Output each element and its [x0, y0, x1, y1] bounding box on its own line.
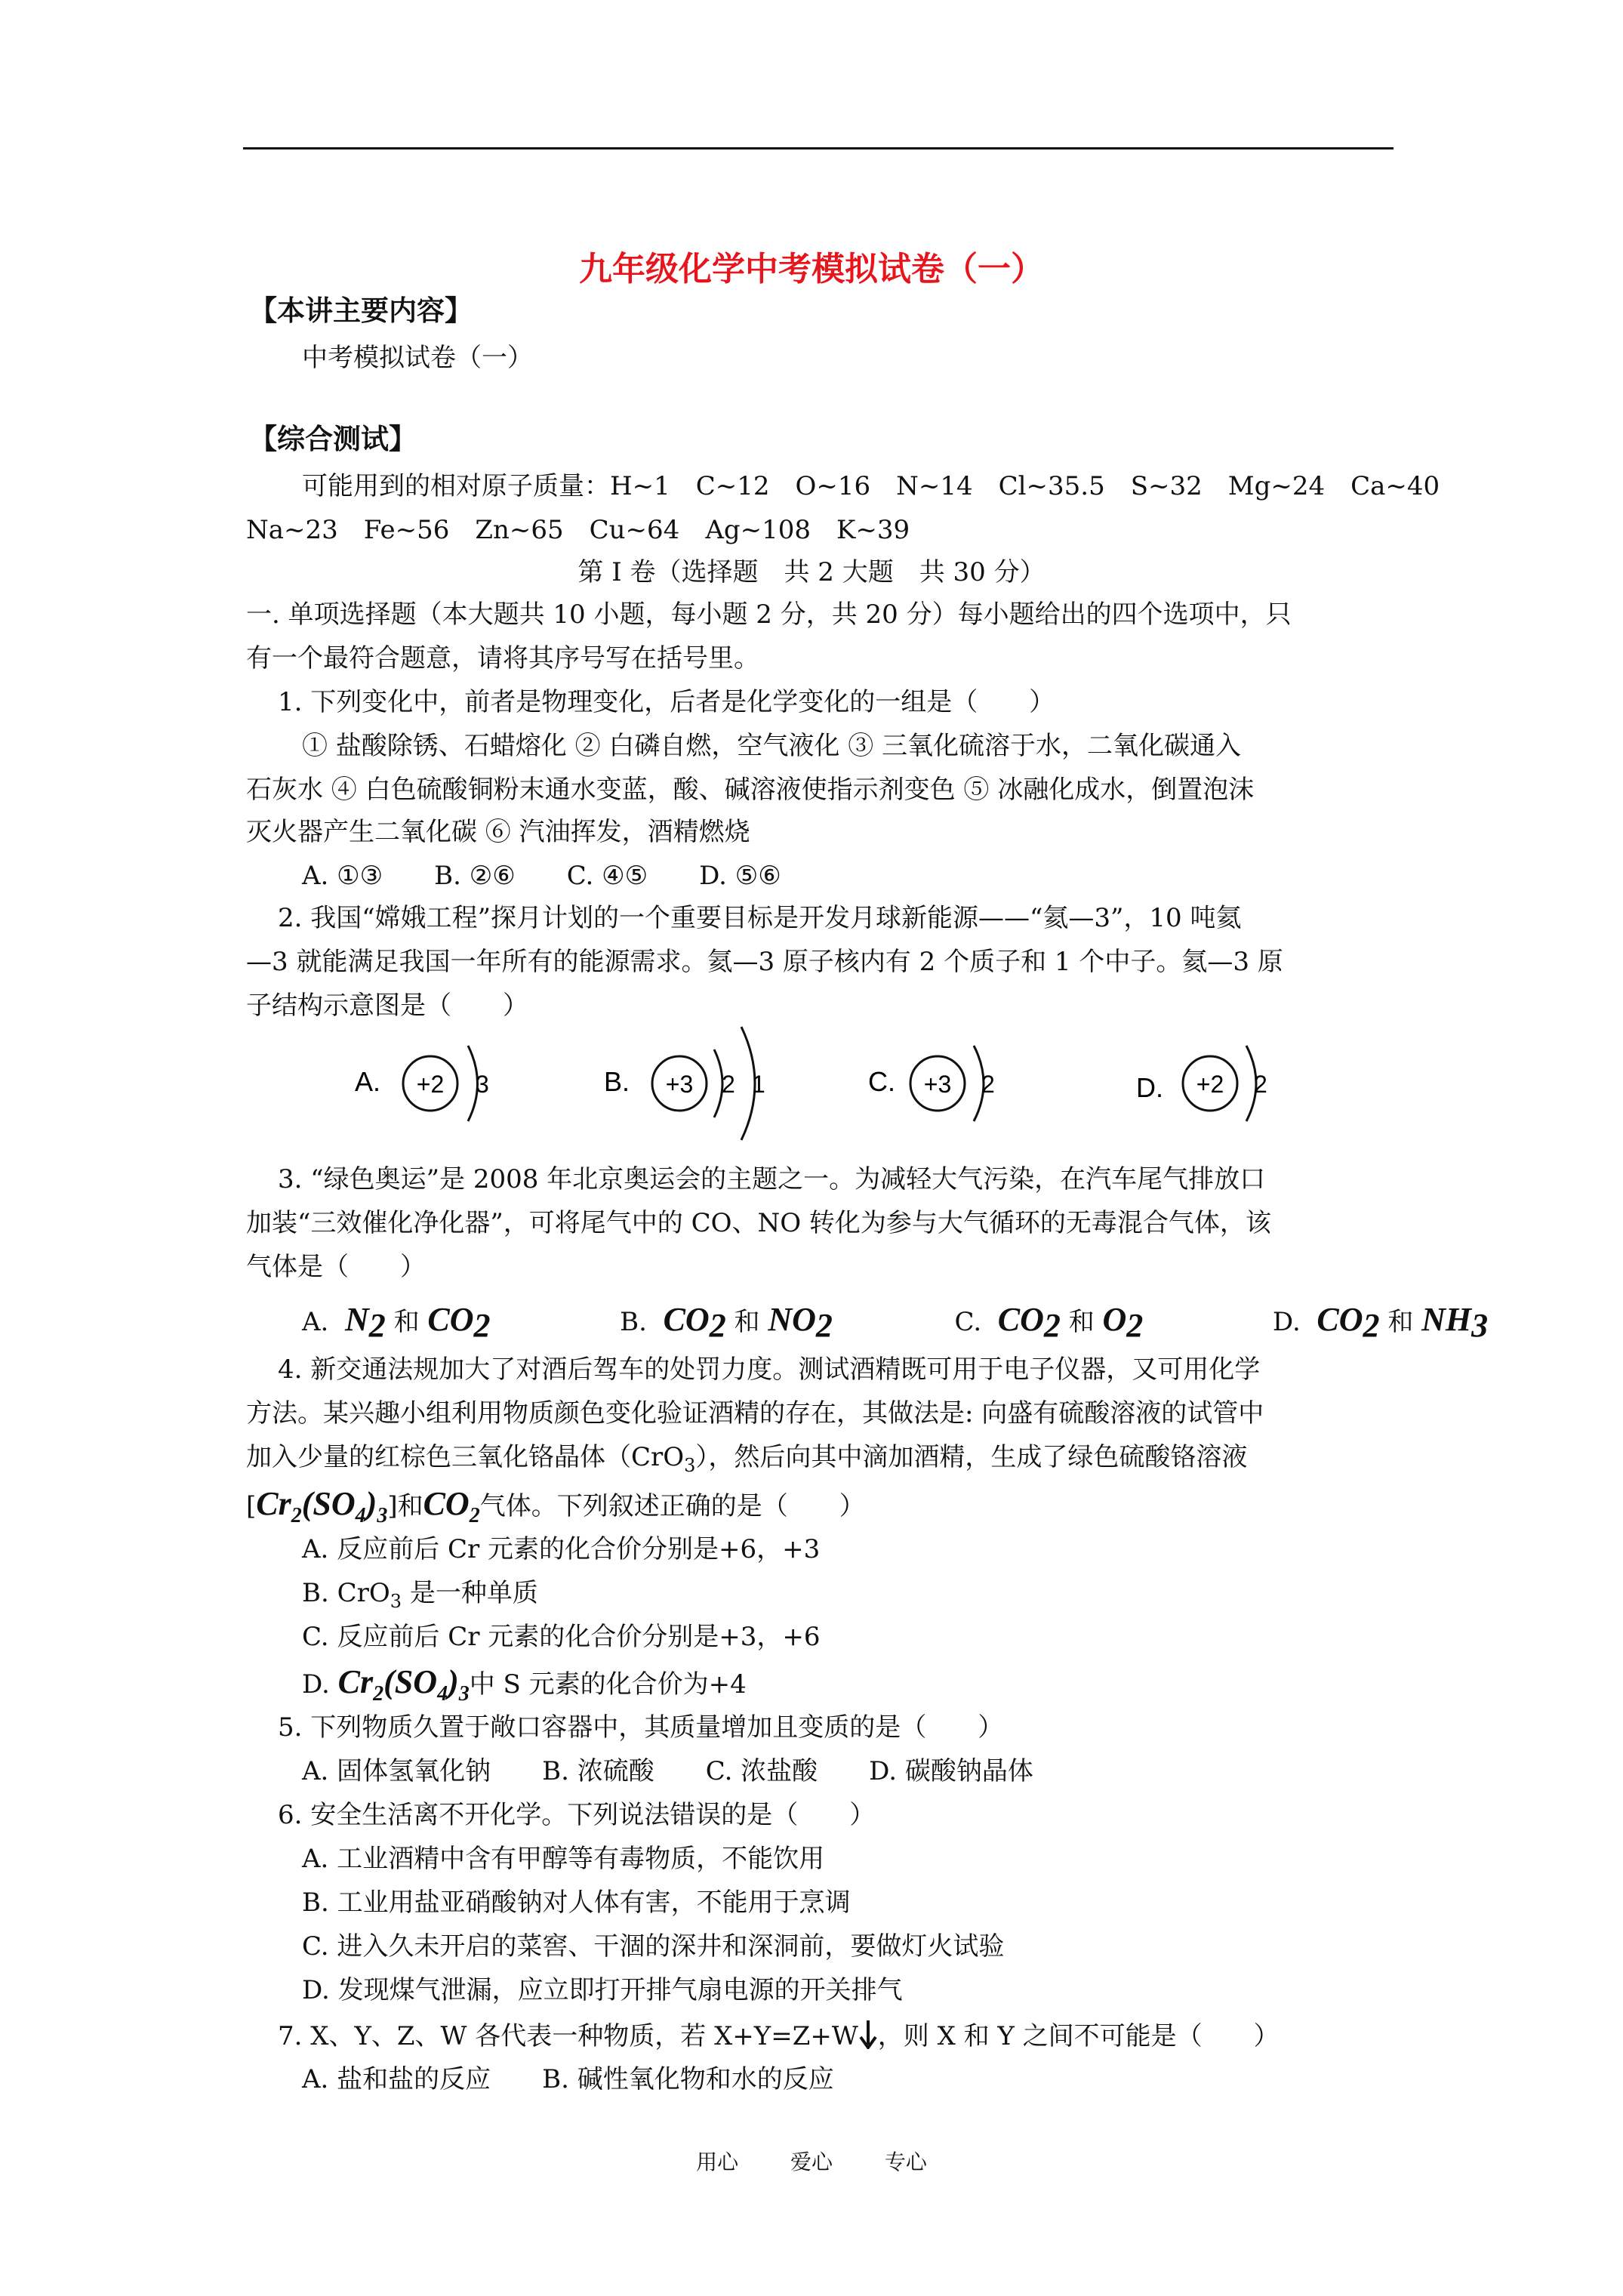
page-footer	[0, 2146, 1623, 2176]
q6-stem: 6. 安全生活离不开化学。下列说法错误的是（ ）	[278, 1800, 876, 1830]
q2-line-1: 2. 我国“嫦娥工程”探月计划的一个重要目标是开发月球新能源——“氦—3”，10 吨氦	[278, 903, 1242, 933]
q4-line-1: 4. 新交通法规加大了对酒后驾车的处罚力度。测试酒精既可用于电子仪器，又可用化学	[278, 1354, 1261, 1385]
q3-line-2: 加装“三效催化净化器”，可将尾气中的 CO、NO 转化为参与大气循环的无毒混合气体，该	[246, 1208, 1271, 1238]
q4-option-c: C. 反应前后 Cr 元素的化合价分别是+3，+6	[302, 1622, 821, 1652]
atom-b-label: B.	[604, 1066, 630, 1097]
q4-option-a: A. 反应前后 Cr 元素的化合价分别是+6，+3	[302, 1534, 821, 1564]
section-heading-test: 【综合测试】	[249, 423, 417, 455]
atom-diagram-d	[1136, 1015, 1317, 1144]
part-title: 第 I 卷（选择题 共 2 大题 共 30 分）	[577, 557, 1046, 587]
q3-option-d: D. $CO_2$ 和 $NH_3$	[1272, 1301, 1489, 1344]
q1-stem: 1. 下列变化中，前者是物理变化，后者是化学变化的一组是（ ）	[278, 687, 1055, 717]
q6-option-b: B. 工业用盐亚硝酸钠对人体有害，不能用于烹调	[302, 1888, 851, 1918]
q7-options: A. 盐和盐的反应 B. 碱性氧化物和水的反应	[302, 2064, 834, 2094]
q4-line-2: 方法。某兴趣小组利用物质颜色变化验证酒精的存在，其做法是: 向盛有硫酸溶液的试管中	[246, 1398, 1264, 1428]
q4-formula-cr2so43: $Cr_2(SO_4)_3$	[256, 1485, 388, 1527]
q1-line-2: 石灰水 ④ 白色硫酸铜粉末通水变蓝，酸、碱溶液使指示剂变色 ⑤ 冰融化成水，倒置泡沫	[246, 775, 1255, 805]
footer-word-1: 用心	[696, 2150, 739, 2174]
atom-c-label: C.	[868, 1066, 895, 1097]
atom-b-shell-2: 1	[752, 1071, 765, 1098]
q3-line-1: 3. “绿色奥运”是 2008 年北京奥运会的主题之一。为减轻大气污染，在汽车尾气排放口	[278, 1164, 1266, 1194]
q3-option-b: B. $CO_2$ 和 $NO_2$	[620, 1301, 833, 1344]
atom-diagram-a	[355, 1015, 536, 1144]
atom-a-nucleus: +2	[416, 1071, 445, 1098]
atomic-masses-line-2: Na~23 Fe~56 Zn~65 Cu~64 Ag~108 K~39	[246, 515, 910, 545]
down-arrow-icon	[858, 2019, 878, 2049]
part1-instruction-1: 一. 单项选择题（本大题共 10 小题，每小题 2 分，共 20 分）每小题给出的四个选项中，只	[246, 599, 1292, 630]
q4-option-b: B. CrO$_3$ 是一种单质	[302, 1578, 538, 1612]
section-heading-main: 【本讲主要内容】	[249, 294, 473, 327]
top-rule	[243, 147, 1394, 149]
q5-stem: 5. 下列物质久置于敞口容器中，其质量增加且变质的是（ ）	[278, 1712, 1004, 1743]
q4-formula-co2: $CO_2$	[423, 1485, 480, 1527]
atom-a-label: A.	[355, 1066, 381, 1097]
q2-line-3: 子结构示意图是（ ）	[246, 991, 528, 1021]
q3-options	[302, 1300, 1488, 1345]
atom-b-nucleus: +3	[665, 1071, 694, 1098]
q6-option-a: A. 工业酒精中含有甲醇等有毒物质，不能饮用	[302, 1844, 825, 1874]
q1-options: A. ①③ B. ②⑥ C. ④⑤ D. ⑤⑥	[302, 861, 781, 891]
atom-a-shell-1: 3	[476, 1071, 489, 1098]
q4-line-4: $[Cr_2(SO_4)_3]$和$CO_2$气体。下列叙述正确的是（ ）	[246, 1485, 865, 1527]
atom-diagram-b	[604, 1015, 808, 1144]
atom-c-shell-1: 2	[981, 1071, 995, 1098]
atom-d-label: D.	[1136, 1072, 1163, 1103]
atom-d-nucleus: +2	[1196, 1071, 1224, 1098]
q1-line-1: ① 盐酸除锈、石蜡熔化 ② 白磷自燃，空气液化 ③ 三氧化硫溶于水，二氧化碳通入	[302, 731, 1242, 761]
q5-options: A. 固体氢氧化钠 B. 浓硫酸 C. 浓盐酸 D. 碳酸钠晶体	[302, 1756, 1033, 1786]
atom-b-shell-1: 2	[722, 1071, 735, 1098]
footer-word-2: 爱心	[790, 2150, 833, 2174]
q6-option-d: D. 发现煤气泄漏，应立即打开排气扇电源的开关排气	[302, 1975, 903, 2005]
footer-word-3: 专心	[884, 2150, 927, 2174]
q7-stem: 7. X、Y、Z、W 各代表一种物质，若 X+Y=Z+W ，则 X 和 Y 之间不可能是（ ）	[278, 2019, 1280, 2053]
q6-option-c: C. 进入久未开启的菜窖、干涸的深井和深洞前，要做灯火试验	[302, 1931, 1005, 1962]
q3-option-a: A. $N_2$ 和 $CO_2$	[302, 1301, 491, 1344]
atom-diagram-c	[868, 1015, 1049, 1144]
q2-line-2: —3 就能满足我国一年所有的能源需求。氦—3 原子核内有 2 个质子和 1 个中子。氦—3 原	[246, 947, 1283, 977]
q4-line-3: 加入少量的红棕色三氧化铬晶体（CrO$_3$），然后向其中滴加酒精，生成了绿色硫酸铬溶液	[246, 1442, 1248, 1476]
q3-option-c: C. $CO_2$ 和 $O_2$	[954, 1301, 1144, 1344]
q1-line-3: 灭火器产生二氧化碳 ⑥ 汽油挥发，酒精燃烧	[246, 817, 750, 847]
q4-option-d-formula: $Cr_2(SO_4)_3$	[337, 1663, 470, 1706]
main-item: 中考模拟试卷（一）	[302, 343, 533, 373]
part1-instruction-2: 有一个最符合题意，请将其序号写在括号里。	[246, 643, 759, 673]
q3-line-3: 气体是（ ）	[246, 1252, 426, 1282]
atom-c-nucleus: +3	[923, 1071, 952, 1098]
atomic-masses-line-1: 可能用到的相对原子质量：H~1 C~12 O~16 N~14 Cl~35.5 S~32 Mg~24 Ca~40	[302, 471, 1440, 501]
atom-d-shell-1: 2	[1254, 1071, 1267, 1098]
q4-option-d: D. $Cr_2(SO_4)_3$中 S 元素的化合价为+4	[302, 1663, 747, 1706]
page-title: 九年级化学中考模拟试卷（一）	[579, 250, 1044, 288]
